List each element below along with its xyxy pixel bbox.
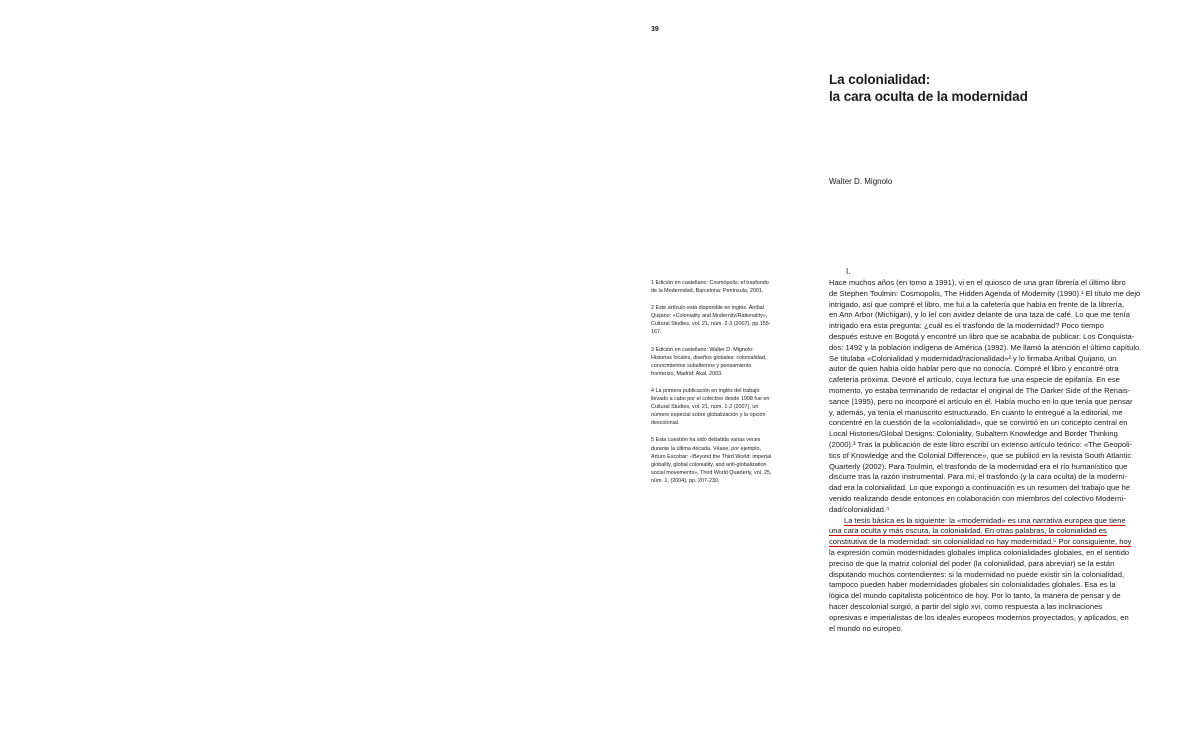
body-line: cafetería próxima. Devoré el artículo, cuya lectura fue una especie de epifanía. En ese xyxy=(829,375,1120,385)
highlighted-line: La tesis básica es la siguiente: la «modernidad» es una narrativa europea que tiene xyxy=(844,515,1126,525)
body-line: (2000).³ Tras la publicación de este libro escribí un extenso artículo teórico: «The Geopoli- xyxy=(829,439,1133,449)
body-text xyxy=(829,278,1169,634)
body-line: de Stephen Toulmin: Cosmopolis, The Hidden Agenda of Modernity (1990).¹ El título me dejó xyxy=(829,288,1141,298)
body-line: Local Histories/Global Designs: Coloniality, Subaltern Knowledge and Border Thinking xyxy=(829,429,1118,439)
body-line: hacer descolonial surgió, a partir del siglo xvi, como respuesta a las inclinaciones xyxy=(829,601,1103,611)
body-line: venido realizando desde entonces en colaboración con miembros del colectivo Moderni- xyxy=(829,493,1126,503)
body-line: autor de quien había oído hablar pero que no conocía. Compré el libro y encontré otra xyxy=(829,364,1119,374)
body-line: dos: 1492 y la población indígena de América (1992). Me llamó la atención el último capítulo. xyxy=(829,342,1142,352)
body-line: preciso de que la matriz colonial del poder (la colonialidad, para abreviar) se la están xyxy=(829,558,1115,568)
body-line: el mundo no europeo. xyxy=(829,623,903,633)
body-line: discurre tras la razón instrumental. Para mí, el trasfondo (y la cara oculta) de la moderni- xyxy=(829,472,1127,482)
footnote-5: 5 Esta cuestión ha sido debatida varias veces durante la última década. Véase, por ejemplo, Arturo Escobar: «Beyond the Third World: imperial globality, global coloniality, and anti-globalization social movements», Third World Quarterly, vol. 25, núm. 1, (2004), pp. 207-230. xyxy=(651,437,772,484)
body-line: Hace muchos años (en torno a 1991), vi en el quiosco de una gran librería el último libro xyxy=(829,278,1126,287)
body-line: dad/colonialidad.⁴ xyxy=(829,504,890,514)
title-line: La colonialidad: xyxy=(829,72,931,87)
page-number: 39 xyxy=(651,26,659,33)
body-line: la expresión común modernidades globales implica colonialidades globales, en el sentido xyxy=(829,547,1130,557)
body-line: sance (1995), pero no incorporé el artículo en él. Había mucho en lo que tenía que pensar xyxy=(829,396,1133,406)
body-line: tics of Knowledge and the Colonial Difference», que se publicó en la revista South Atlantic xyxy=(829,450,1132,460)
section-number: I. xyxy=(846,267,851,276)
body-line: intrigado era esta pregunta: ¿cuál es el trasfondo de la modernidad? Poco tiempo xyxy=(829,321,1104,331)
body-line: disputando muchos contendientes: si la modernidad no puede existir sin la colonialidad, xyxy=(829,569,1125,579)
title-line: la cara oculta de la modernidad xyxy=(829,89,1028,104)
highlighted-line: constitutiva de la modernidad: sin colonialidad no hay modernidad.⁵ Por consiguiente, hoy xyxy=(829,537,1132,547)
body-line: lógica del mundo capitalista policéntrico de hoy. Por lo tanto, la manera de pensar y de xyxy=(829,591,1121,601)
body-line: dad era la colonialidad. Lo que expongo a continuación es un resumen del trabajo que he xyxy=(829,483,1131,493)
body-line: Quarterly (2002). Para Toulmin, el trasfondo de la modernidad era el río humanístico que xyxy=(829,461,1128,471)
body-line: concentré en la cuestión de la «colonialidad», que se convirtió en un concepto central en xyxy=(829,418,1128,428)
footnote-3: 3 Edición en castellano: Walter D. Mignolo: Historias locales, diseños globales: colonialidad, conocimientos subalternos y pensamiento fronterizo, Madrid: Akal, 2003. xyxy=(651,346,767,377)
body-line: opresivas e imperialistas de los ideales europeos modernos proyectados, y aplicados, en xyxy=(829,612,1129,622)
body-line: Se titulaba «Colonialidad y modernidad/racionalidad»² y lo firmaba Aníbal Quijano, un xyxy=(829,353,1117,363)
footnotes xyxy=(651,279,776,494)
footnote-1: 1 Edición en castellano: Cosmópolis: el trasfondo de la Modernidad, Barcelona: Península, 2001. xyxy=(651,280,769,295)
footnote-4: 4 La primera publicación en inglés del trabajo llevado a cabo por el colectivo desde 1998 fue en Cultural Studies, vol. 21, núm. 1-2 (2007), un número especial sobre globalización y la opción descolonial. xyxy=(651,387,770,427)
body-line: después estuve en Bogotá y encontré un libro que se acababa de publicar: Los Conquista- xyxy=(829,331,1135,341)
body-line: tampoco pueden haber modernidades globales sin colonialidades globales. Esa es la xyxy=(829,580,1116,590)
footnote-2: 2 Este artículo está disponible en inglés. Aníbal Quijano: «Coloniality and Modernity/Rationality», Cultural Studies, vol. 21, núm. 2-3 (2007), pp.155-167. xyxy=(651,305,771,336)
body-line: en Ann Arbor (Michigan), y lo leí con avidez delante de una taza de café. Lo que me tenía xyxy=(829,310,1130,320)
author-name: Walter D. Mignolo xyxy=(829,177,893,186)
body-line: intrigado, así que compré el libro, me fui a la cafetería que había en frente de la librería, xyxy=(829,299,1125,309)
body-line: y, además, ya tenía el manuscrito estructurado. En cuanto lo entregué a la editorial, me xyxy=(829,407,1123,417)
highlighted-line: una cara oculta y más oscura, la colonialidad. En otras palabras, la colonialidad es xyxy=(829,526,1107,536)
body-line: momento, yo estaba terminando de redactar el original de The Darker Side of the Renais- xyxy=(829,385,1131,395)
chapter-title xyxy=(829,71,1028,105)
